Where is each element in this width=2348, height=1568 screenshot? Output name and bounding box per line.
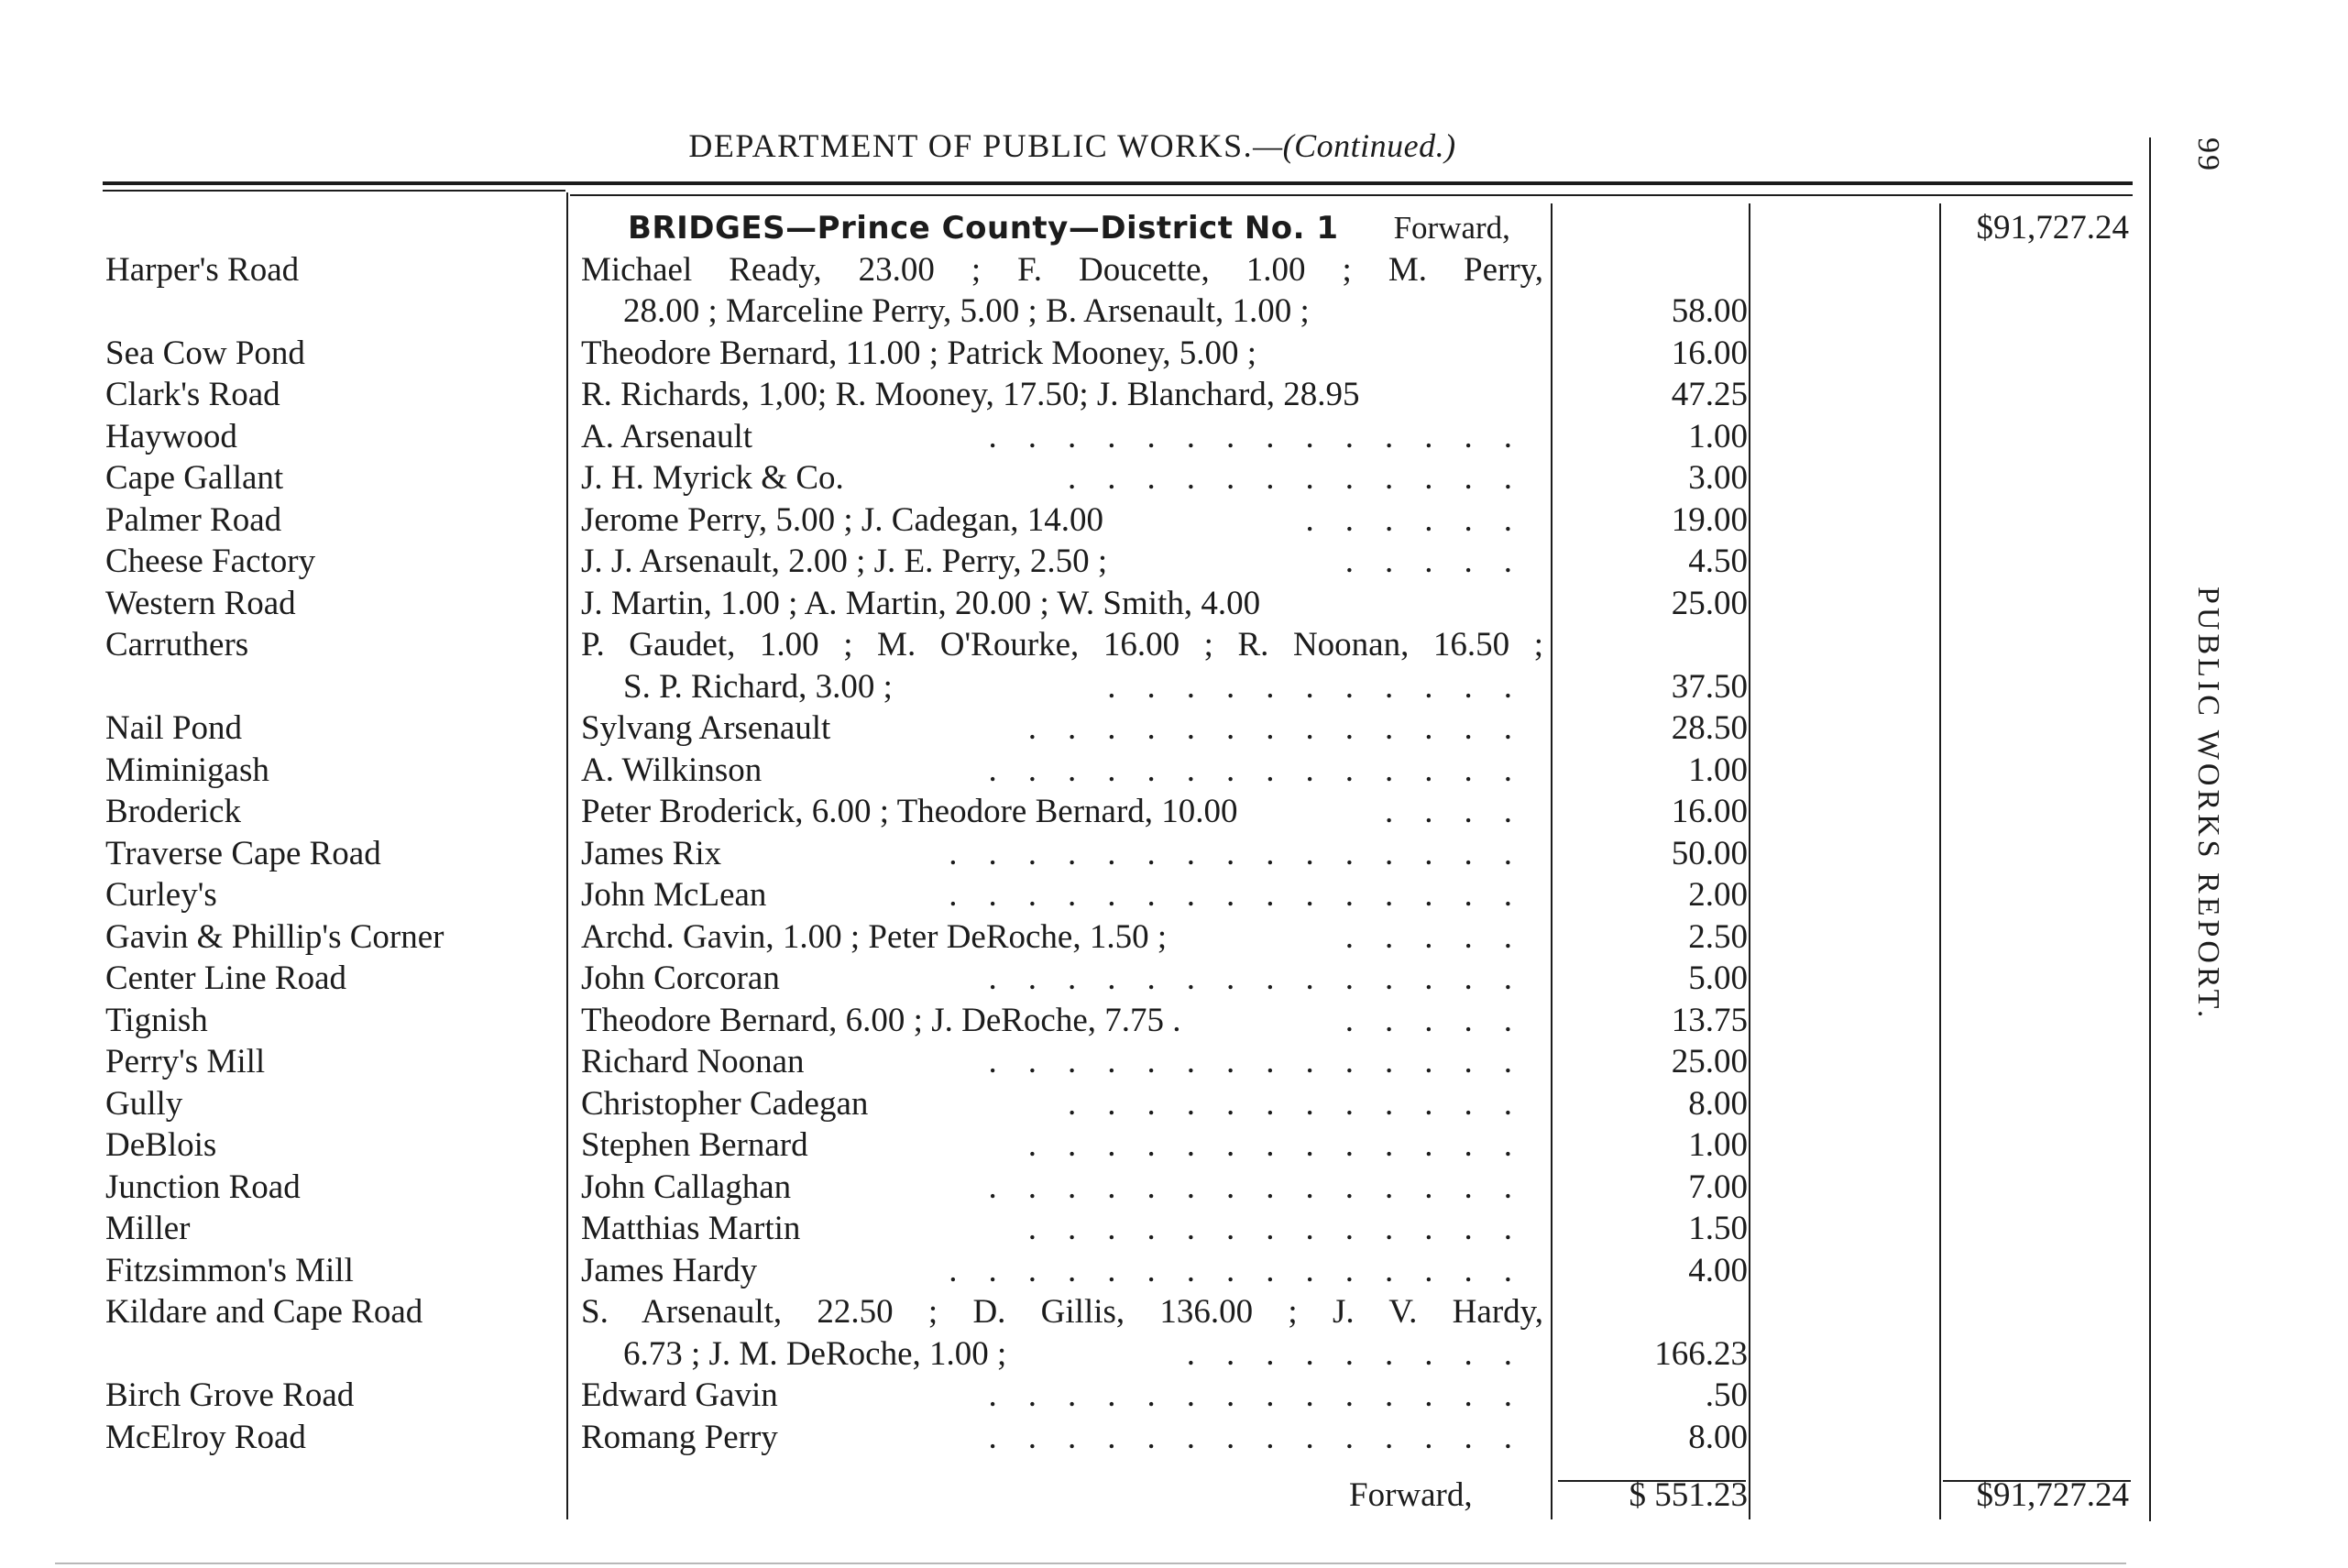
leader-dots: ......	[1305, 500, 1543, 539]
row-place: Center Line Road	[105, 959, 347, 997]
row-description	[581, 457, 1543, 499]
row-description-text: A. Arsenault	[581, 417, 753, 455]
row-description-text: S. Arsenault, 22.50 ; D. Gillis, 136.00 ; J. V. Hardy,	[581, 1293, 1543, 1331]
row-place: Traverse Cape Road	[105, 834, 381, 872]
row-place: Miminigash	[105, 751, 269, 789]
row-place: Sea Cow Pond	[105, 334, 305, 372]
table-row	[0, 707, 2145, 750]
leader-dots: ............	[1068, 459, 1543, 497]
leader-dots: ..............	[988, 1418, 1543, 1456]
table-row	[0, 1000, 2145, 1042]
table-row	[0, 1333, 2145, 1376]
row-description-text: Christopher Cadegan	[581, 1084, 869, 1123]
row-place: Birch Grove Road	[105, 1376, 355, 1414]
table-row	[0, 583, 2145, 625]
leader-dots: ............	[1068, 1084, 1543, 1123]
table-row	[0, 1083, 2145, 1125]
top-rule-left-thin	[103, 190, 565, 192]
leader-dots: ...............	[949, 1251, 1543, 1289]
row-description-text: J. H. Myrick & Co.	[581, 459, 844, 497]
row-description-text: Stephen Bernard	[581, 1126, 808, 1164]
row-description-text: John McLean	[581, 876, 767, 914]
row-place: Broderick	[105, 793, 241, 830]
row-amount: 47.25	[1671, 376, 1748, 413]
leader-dots: ..............	[988, 1043, 1543, 1080]
ledger-table	[0, 207, 2145, 1458]
row-place: Gavin & Phillip's Corner	[105, 917, 444, 956]
row-description	[581, 791, 1543, 833]
row-description	[581, 1375, 1543, 1417]
leader-dots: ..............	[988, 417, 1543, 455]
row-description-text: Michael Ready, 23.00 ; F. Doucette, 1.00 ; M. Perry,	[581, 250, 1543, 289]
row-description	[581, 1083, 1543, 1125]
table-row	[0, 416, 2145, 458]
row-description-text: Richard Noonan	[581, 1043, 805, 1080]
row-amount: .50	[1705, 1376, 1748, 1414]
leader-dots: .....	[1344, 543, 1543, 580]
row-description-text: Jerome Perry, 5.00 ; J. Cadegan, 14.00	[581, 500, 1103, 539]
row-description	[581, 333, 1543, 375]
table-row	[0, 1124, 2145, 1167]
row-place: McElroy Road	[105, 1418, 306, 1456]
leader-dots: .....	[1344, 1001, 1543, 1039]
row-amount: 28.50	[1671, 709, 1748, 747]
table-row	[0, 750, 2145, 792]
leader-dots: ..............	[988, 959, 1543, 997]
row-description	[623, 666, 1543, 708]
row-place: Tignish	[105, 1001, 208, 1039]
table-row	[0, 333, 2145, 375]
table-row	[0, 874, 2145, 916]
leader-dots: .............	[1027, 1210, 1543, 1247]
row-description-text: A. Wilkinson	[581, 751, 763, 789]
row-description	[581, 583, 1543, 625]
table-row	[0, 291, 2145, 333]
row-amount: 25.00	[1671, 584, 1748, 622]
leader-dots: ....	[1385, 793, 1543, 830]
row-description	[581, 916, 1543, 959]
row-place: Cape Gallant	[105, 459, 284, 497]
table-row	[0, 1291, 2145, 1333]
leader-dots: ..............	[988, 1376, 1543, 1414]
page-header	[0, 126, 2145, 165]
table-row	[0, 666, 2145, 708]
table-row	[0, 1250, 2145, 1292]
row-amount: 19.00	[1671, 500, 1748, 539]
row-place: Perry's Mill	[105, 1043, 266, 1080]
table-row	[0, 1208, 2145, 1250]
table-row	[0, 541, 2145, 583]
row-description	[623, 291, 1543, 333]
row-amount: 4.00	[1688, 1251, 1748, 1289]
row-description	[581, 833, 1543, 875]
row-description	[581, 499, 1543, 542]
page-number: 99	[2191, 137, 2225, 172]
row-description-text: Matthias Martin	[581, 1210, 801, 1247]
page-edge-line	[2149, 137, 2151, 1521]
row-description-text: James Rix	[581, 834, 722, 872]
footer-total: $91,727.24	[1976, 1476, 2129, 1514]
row-description	[581, 750, 1543, 792]
table-row	[0, 791, 2145, 833]
row-amount: 1.00	[1688, 1126, 1748, 1164]
row-description	[581, 874, 1543, 916]
row-description	[581, 1000, 1543, 1042]
row-description	[581, 416, 1543, 458]
row-place: Junction Road	[105, 1168, 301, 1206]
row-description-text: John Callaghan	[581, 1168, 792, 1206]
row-description-text: J. J. Arsenault, 2.00 ; J. E. Perry, 2.50 ;	[581, 543, 1108, 580]
row-place: Haywood	[105, 417, 237, 455]
row-description-text: James Hardy	[581, 1251, 758, 1289]
row-description	[623, 1333, 1543, 1376]
row-description-text: Romang Perry	[581, 1418, 778, 1456]
section-forward-label: Forward,	[1393, 210, 1510, 246]
table-row	[0, 249, 2145, 291]
row-amount: 8.00	[1688, 1084, 1748, 1123]
row-place: Fitzsimmon's Mill	[105, 1251, 354, 1289]
row-amount: 2.50	[1688, 917, 1748, 956]
row-amount: 50.00	[1671, 834, 1748, 872]
row-place: Miller	[105, 1210, 191, 1247]
leader-dots: .....	[1344, 917, 1543, 956]
section-heading: BRIDGES—Prince County—District No. 1 Forward,	[628, 210, 1510, 247]
side-title: PUBLIC WORKS REPORT.	[2191, 587, 2225, 1022]
section-heading-row	[0, 207, 2145, 249]
table-row	[0, 457, 2145, 499]
row-description	[581, 958, 1543, 1000]
row-description	[581, 1041, 1543, 1083]
row-description	[581, 1167, 1543, 1209]
leader-dots: ...............	[949, 834, 1543, 872]
row-description	[581, 1124, 1543, 1167]
leader-dots: ..............	[988, 1168, 1543, 1206]
table-row	[0, 916, 2145, 959]
row-amount: 16.00	[1671, 334, 1748, 372]
row-amount: 8.00	[1688, 1418, 1748, 1456]
row-amount: 37.50	[1671, 667, 1748, 706]
row-description-text: 6.73 ; J. M. DeRoche, 1.00 ;	[623, 1334, 1007, 1373]
leader-dots: .............	[1027, 709, 1543, 747]
row-description	[581, 1291, 1543, 1333]
bottom-faint-rule	[55, 1563, 2126, 1564]
leader-dots: .............	[1027, 1126, 1543, 1164]
header-continued: —(Continued.)	[1253, 127, 1456, 164]
row-place: DeBlois	[105, 1126, 217, 1164]
row-place: Nail Pond	[105, 709, 243, 747]
row-description	[581, 541, 1543, 583]
row-description-text: Theodore Bernard, 11.00 ; Patrick Mooney, 5.00 ;	[581, 334, 1257, 372]
row-description-text: R. Richards, 1,00; R. Mooney, 17.50; J. Blanchard, 28.95	[581, 376, 1360, 413]
leader-dots: ...........	[1107, 667, 1543, 706]
row-amount: 13.75	[1671, 1001, 1748, 1039]
row-place: Palmer Road	[105, 500, 282, 539]
row-place: Curley's	[105, 876, 217, 914]
row-amount: 3.00	[1688, 459, 1748, 497]
row-description-text: S. P. Richard, 3.00 ;	[623, 667, 893, 706]
row-description-text: Archd. Gavin, 1.00 ; Peter DeRoche, 1.50 ;	[581, 917, 1168, 956]
leader-dots: ..............	[988, 751, 1543, 789]
row-amount: 1.00	[1688, 417, 1748, 455]
row-description	[581, 1208, 1543, 1250]
footer-forward-label: Forward,	[1349, 1476, 1473, 1514]
footer-amount: $ 551.23	[1629, 1476, 1748, 1514]
row-amount: 25.00	[1671, 1043, 1748, 1080]
row-amount: 4.50	[1688, 543, 1748, 580]
row-description-text: Edward Gavin	[581, 1376, 778, 1414]
row-description-text: Theodore Bernard, 6.00 ; J. DeRoche, 7.75 .	[581, 1001, 1181, 1039]
row-place: Gully	[105, 1084, 183, 1123]
row-amount: 166.23	[1654, 1334, 1748, 1373]
row-description-text: P. Gaudet, 1.00 ; M. O'Rourke, 16.00 ; R. Noonan, 16.50 ;	[581, 626, 1543, 663]
table-row	[0, 1041, 2145, 1083]
section-forward-total: $91,727.24	[1976, 209, 2129, 247]
table-row	[0, 833, 2145, 875]
row-description-text: John Corcoran	[581, 959, 780, 997]
table-row	[0, 1167, 2145, 1209]
table-row	[0, 1417, 2145, 1459]
row-place: Western Road	[105, 584, 296, 622]
row-place: Harper's Road	[105, 250, 300, 289]
top-rule	[103, 181, 2133, 185]
row-description-text: 28.00 ; Marceline Perry, 5.00 ; B. Arsenault, 1.00 ;	[623, 292, 1310, 330]
row-description	[581, 249, 1543, 291]
row-description	[581, 707, 1543, 750]
row-amount: 5.00	[1688, 959, 1748, 997]
row-amount: 7.00	[1688, 1168, 1748, 1206]
row-amount: 1.50	[1688, 1210, 1748, 1247]
leader-dots: ...............	[949, 876, 1543, 914]
header-title: DEPARTMENT OF PUBLIC WORKS.	[688, 127, 1254, 164]
row-place: Kildare and Cape Road	[105, 1293, 423, 1331]
top-rule-right-thin	[570, 194, 2133, 196]
table-row	[0, 624, 2145, 666]
table-row	[0, 1375, 2145, 1417]
table-row	[0, 499, 2145, 542]
ledger-rows	[0, 249, 2145, 1459]
row-amount: 1.00	[1688, 751, 1748, 789]
row-description	[581, 1250, 1543, 1292]
row-amount: 16.00	[1671, 793, 1748, 830]
row-description	[581, 624, 1543, 666]
row-description-text: Sylvang Arsenault	[581, 709, 831, 747]
row-description	[581, 1417, 1543, 1459]
row-amount: 58.00	[1671, 292, 1748, 330]
row-description-text: Peter Broderick, 6.00 ; Theodore Bernard, 10.00	[581, 793, 1238, 830]
row-amount: 2.00	[1688, 876, 1748, 914]
row-place: Clark's Road	[105, 376, 280, 413]
row-place: Cheese Factory	[105, 543, 316, 580]
table-row	[0, 958, 2145, 1000]
row-description	[581, 374, 1543, 416]
row-place: Carruthers	[105, 626, 249, 663]
leader-dots: .........	[1186, 1334, 1543, 1373]
row-description-text: J. Martin, 1.00 ; A. Martin, 20.00 ; W. Smith, 4.00	[581, 584, 1261, 622]
table-row	[0, 374, 2145, 416]
